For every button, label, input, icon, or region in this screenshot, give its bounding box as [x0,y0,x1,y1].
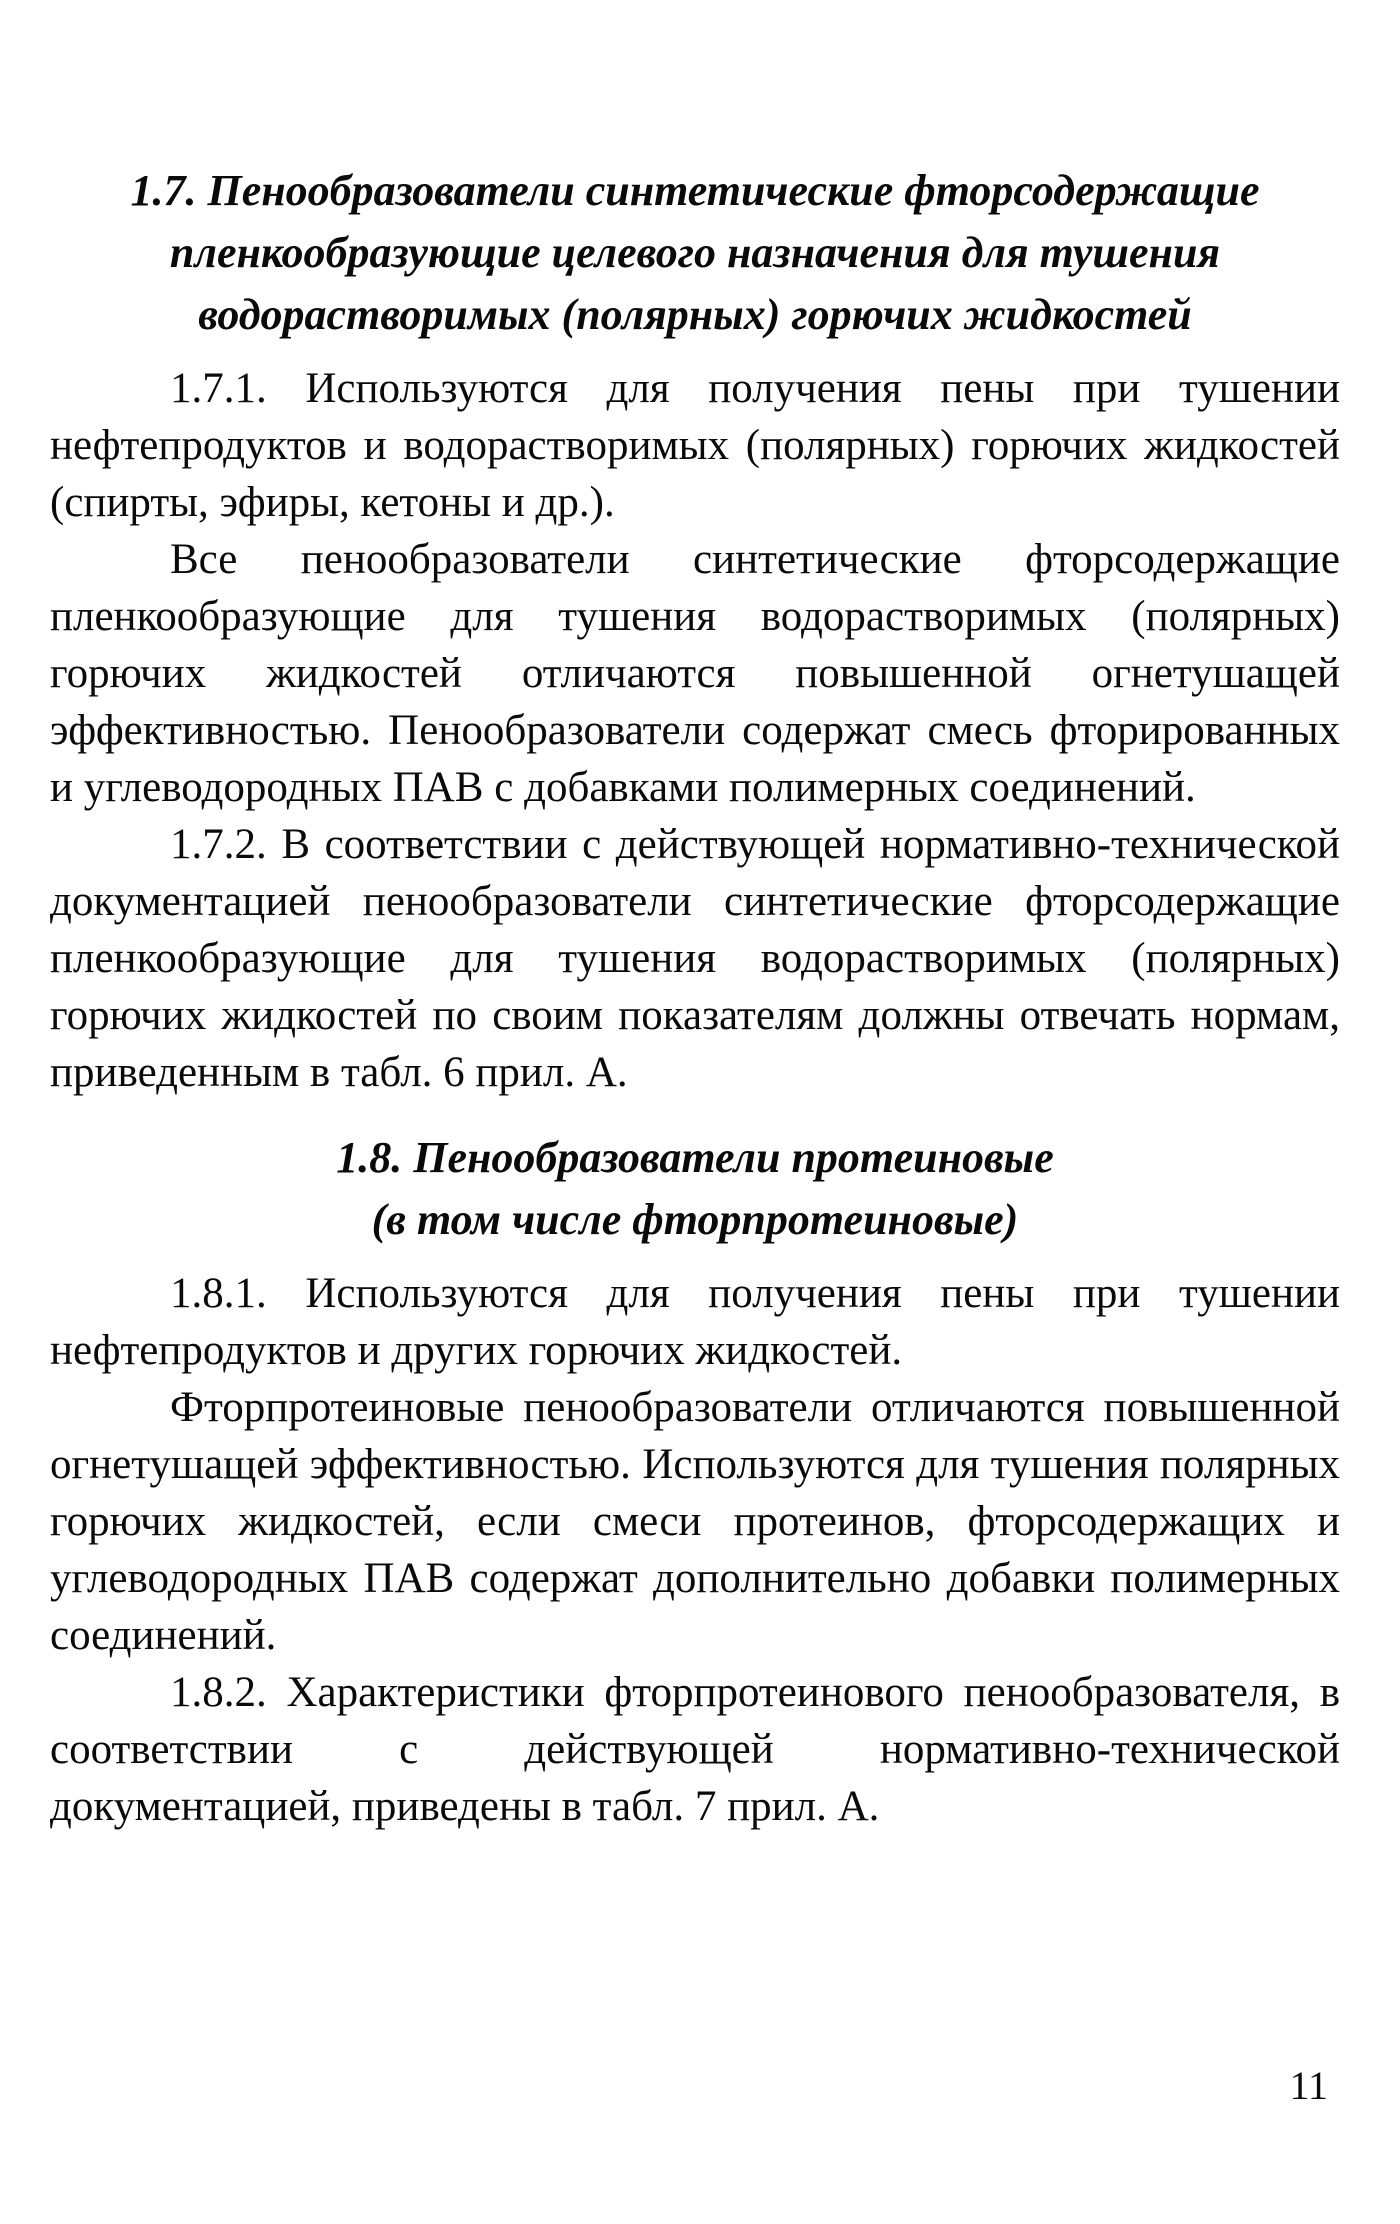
section-1-7-title [50,160,1340,346]
title-line: 1.7. Пенообразователи синтетические фторсодержащие [130,166,1260,215]
title-line: (в том числе фторпротеиновые) [371,1195,1019,1244]
spacer [50,1101,1340,1127]
spacer [50,346,1340,360]
page-number: 11 [1289,2063,1328,2108]
document-page [50,160,1340,1835]
paragraph-1-7-1-continued: Все пенообразователи синтетические фторсодержащие пленкообразующие для тушения водорастворимых (полярных) горючих жидкостей отличаются повышенной огнетушащей эффективностью. Пенообразователи содержат смесь фторированных и углеводородных ПАВ с добавками полимерных соединений. [50,536,1340,811]
paragraph-1-8-2: 1.8.2. Характеристики фторпротеинового пенообразователя, в соответствии с действующей нормативно-технической документацией, приведены в табл. 7 прил. А. [50,1669,1340,1830]
section-1-8-title [50,1127,1340,1251]
paragraph-1-7-1: 1.7.1. Используются для получения пены при тушении нефтепродуктов и водорастворимых (полярных) горючих жидкостей (спирты, эфиры, кетоны и др.). [50,365,1340,526]
paragraph-1-8-1: 1.8.1. Используются для получения пены при тушении нефтепродуктов и других горючих жидкостей. [50,1270,1340,1374]
paragraph-1-8-1-continued: Фторпротеиновые пенообразователи отличаются повышенной огнетушащей эффективностью. Используются для тушения полярных горючих жидкостей, если смеси протеинов, фторсодержащих и углеводородных ПАВ содержат дополнительно добавки полимерных соединений. [50,1384,1340,1659]
title-line: пленкообразующие целевого назначения для тушения [169,228,1221,277]
spacer [50,1251,1340,1265]
title-line: 1.8. Пенообразователи протеиновые [336,1133,1054,1182]
title-line: водорастворимых (полярных) горючих жидкостей [198,290,1192,339]
paragraph-1-7-2: 1.7.2. В соответствии с действующей нормативно-технической документацией пенообразователи синтетические фторсодержащие пленкообразующие для тушения водорастворимых (полярных) горючих жидкостей по своим показателям должны отвечать нормам, приведенным в табл. 6 прил. А. [50,821,1340,1096]
